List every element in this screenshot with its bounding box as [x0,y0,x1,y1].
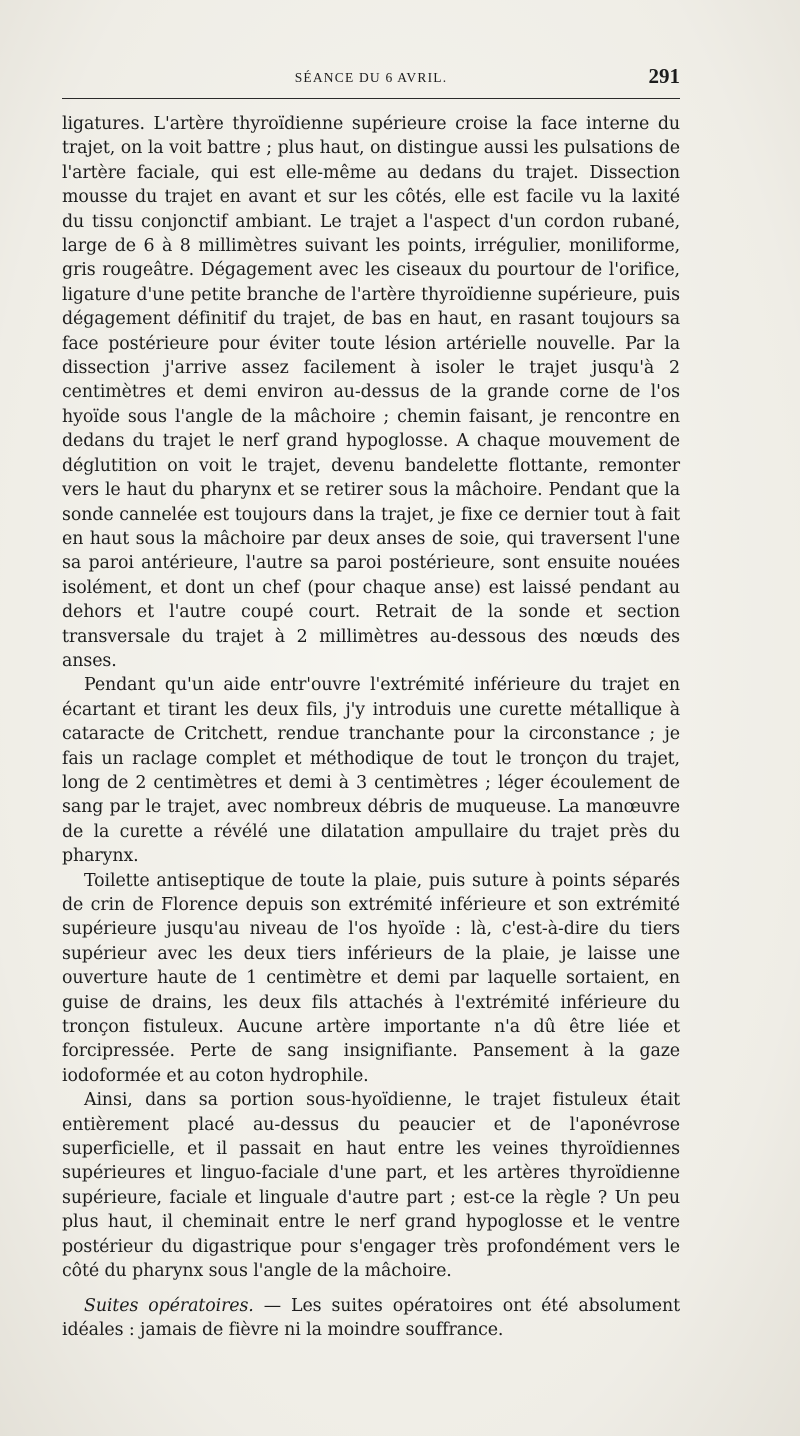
running-head: SÉANCE DU 6 AVRIL. [294,70,448,85]
paragraph-5-text: — Les suites opératoires ont été absolument idéales : jamais de fièvre ni la moindre souffrance. [62,1295,680,1340]
section-heading: Suites opératoires. [84,1295,254,1316]
page-number: 291 [648,64,680,88]
body-text [62,112,680,1342]
paragraph-2: Pendant qu'un aide entr'ouvre l'extrémité inférieure du trajet en écartant et tirant les deux fils, j'y introduis une curette métallique à cataracte de Critchett, rendue tranchante pour la circonstance ; je fais un raclage complet et méthodique de tout le tronçon du trajet, long de 2 centimètres et demi à 3 centimètres ; léger écoulement de sang par le trajet, avec nombreux débris de muqueuse. La manœuvre de la curette a révélé une dilatation ampullaire du trajet près du pharynx. [62,675,680,867]
paragraph-5 [62,1294,680,1343]
page-header [62,62,680,99]
paragraph-4: Ainsi, dans sa portion sous-hyoïdienne, le trajet fistuleux était entièrement placé au-dessus du peaucier et de l'aponévrose superficielle, et il passait en haut entre les veines thyroïdiennes supérieures et linguo-faciale d'une part, et les artères thyroïdienne supérieure, faciale et linguale d'autre part ; est-ce la règle ? Un peu plus haut, il cheminait entre le nerf grand hypoglosse et le ventre postérieur du digastrique pour s'engager très profondément vers le côté du pharynx sous l'angle de la mâchoire. [62,1090,680,1282]
paragraph-3: Toilette antiseptique de toute la plaie, puis suture à points séparés de crin de Florence depuis son extrémité inférieure et son extrémité supérieure jusqu'au niveau de l'os hyoïde : là, c'est-à-dire du tiers supérieur avec les deux tiers inférieurs de la plaie, je laisse une ouverture haute de 1 centimètre et demi par laquelle sortaient, en guise de drains, les deux fils attachés à l'extrémité inférieure du tronçon fistuleux. Aucune artère importante n'a dû être liée et forcipressée. Perte de sang insignifiante. Pansement à la gaze iodoformée et au coton hydrophile. [62,870,680,1086]
paragraph-1: ligatures. L'artère thyroïdienne supérieure croise la face interne du trajet, on la voit battre ; plus haut, on distingue aussi les pulsations de l'artère faciale, qui est elle-même au dedans du trajet. Dissection mousse du trajet en avant et sur les côtés, elle est facile vu la laxité du tissu conjonctif ambiant. Le trajet a l'aspect d'un cordon rubané, large de 6 à 8 millimètres suivant les points, irrégulier, moniliforme, gris rougeâtre. Dégagement avec les ciseaux du pourtour de l'orifice, ligature d'une petite branche de l'artère thyroïdienne supérieure, puis dégagement définitif du trajet, de bas en haut, en rasant toujours sa face postérieure pour éviter toute lésion artérielle nouvelle. Par la dissection j'arrive assez facilement à isoler le trajet jusqu'à 2 centimètres et demi environ au-dessus de la grande corne de l'os hyoïde sous l'angle de la mâchoire ; chemin faisant, je rencontre en dedans du trajet le nerf grand hypoglosse. A chaque mouvement de déglutition on voit le trajet, devenu bandelette flottante, remonter vers le haut du pharynx et se retirer sous la mâchoire. Pendant que la sonde cannelée est toujours dans la trajet, je fixe ce dernier tout à fait en haut sous la mâchoire par deux anses de soie, qui traversent l'une sa paroi antérieure, l'autre sa paroi postérieure, sont ensuite nouées isolément, et dont un chef (pour chaque anse) est laissé pendant au dehors et l'autre coupé court. Retrait de la sonde et section transversale du trajet à 2 millimètres au-dessous des nœuds des anses. [62,114,680,671]
